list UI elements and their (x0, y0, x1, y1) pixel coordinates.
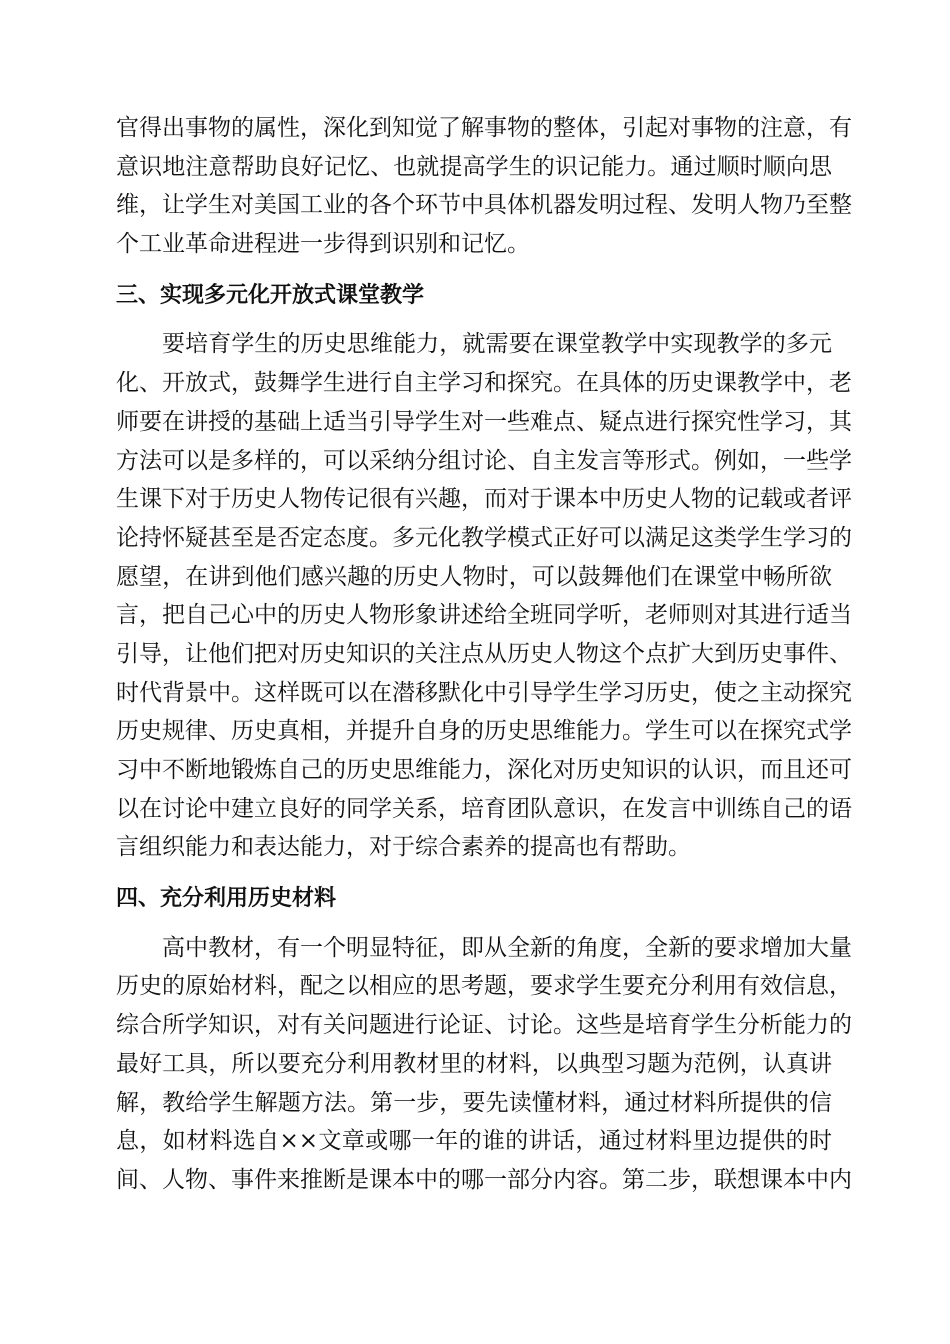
document-page (116, 109, 852, 1200)
text-line: 言，把自己心中的历史人物形象讲述给全班同学听，老师则对其进行适当 (116, 602, 852, 629)
text-line: 息，如材料选自××文章或哪一年的谁的讲话，通过材料里边提供的时 (116, 1128, 832, 1155)
text-line: 官得出事物的属性，深化到知觉了解事物的整体，引起对事物的注意，有 (116, 115, 852, 141)
text-line: 化、开放式，鼓舞学生进行自主学习和探究。在具体的历史课教学中，老 (116, 370, 852, 397)
paragraph-attention-memory (116, 109, 852, 264)
section-heading-3: 三、实现多元化开放式课堂教学 (116, 281, 425, 308)
text-line: 个工业革命进程进一步得到识别和记忆。 (116, 231, 530, 258)
text-line: 师要在讲授的基础上适当引导学生对一些难点、疑点进行探究性学习，其 (116, 408, 852, 435)
text-line: 时代背景中。这样既可以在潜移默化中引导学生学习历史，使之主动探究 (116, 679, 852, 706)
text-line: 论持怀疑甚至是否定态度。多元化教学模式正好可以满足这类学生学习的 (116, 524, 852, 551)
text-line: 意识地注意帮助良好记忆、也就提高学生的识记能力。通过顺时顺向思 (116, 153, 832, 180)
paragraph-open-classroom (116, 325, 852, 867)
text-line: 历史规律、历史真相，并提升自身的历史思维能力。学生可以在探究式学 (116, 718, 852, 745)
section-heading-4: 四、充分利用历史材料 (116, 885, 337, 912)
text-line: 要培育学生的历史思维能力，就需要在课堂教学中实现教学的多元 (162, 331, 832, 358)
text-line: 生课下对于历史人物传记很有兴趣，而对于课本中历史人物的记载或者评 (116, 486, 852, 513)
text-line: 间、人物、事件来推断是课本中的哪一部分内容。第二步，联想课本中内 (116, 1166, 852, 1193)
text-line: 以在讨论中建立良好的同学关系，培育团队意识，在发言中训练自己的语 (116, 795, 852, 822)
text-line: 引导，让他们把对历史知识的关注点从历史人物这个点扩大到历史事件、 (116, 640, 852, 667)
text-line: 方法可以是多样的，可以采纳分组讨论、自主发言等形式。例如，一些学 (116, 447, 852, 474)
text-line: 解，教给学生解题方法。第一步，要先读懂材料，通过材料所提供的信 (116, 1089, 832, 1116)
text-line: 言组织能力和表达能力，对于综合素养的提高也有帮助。 (116, 834, 691, 861)
text-line: 习中不断地锻炼自己的历史思维能力，深化对历史知识的认识，而且还可 (116, 757, 852, 783)
paragraph-historical-materials (116, 929, 852, 1200)
text-line: 高中教材，有一个明显特征，即从全新的角度，全新的要求增加大量 (162, 934, 852, 961)
text-line: 愿望，在讲到他们感兴趣的历史人物时，可以鼓舞他们在课堂中畅所欲 (116, 563, 832, 590)
text-line: 历史的原始材料，配之以相应的思考题，要求学生要充分利用有效信息， (116, 973, 852, 1000)
text-line: 最好工具，所以要充分利用教材里的材料，以典型习题为范例，认真讲 (116, 1050, 832, 1077)
text-line: 综合所学知识，对有关问题进行论证、讨论。这些是培育学生分析能力的 (116, 1012, 852, 1039)
text-line: 维，让学生对美国工业的各个环节中具体机器发明过程、发明人物乃至整 (116, 192, 852, 219)
